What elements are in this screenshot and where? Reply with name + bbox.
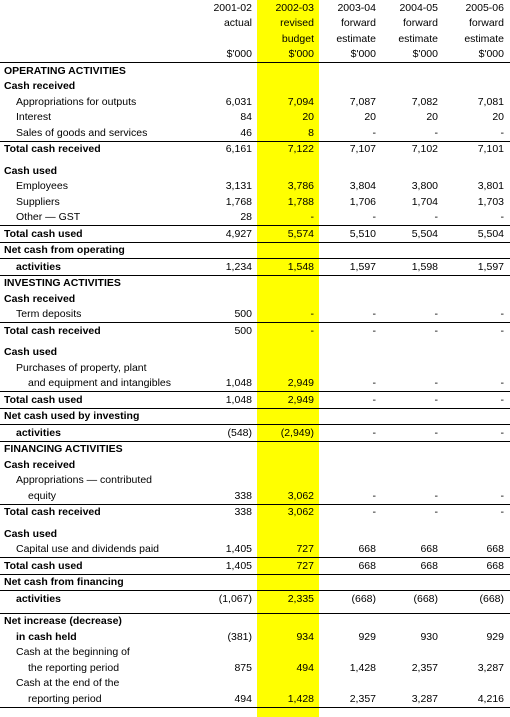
cell-value: 1,706 (349, 195, 376, 208)
cell-value: 1,428 (349, 661, 376, 674)
cell-value: (668) (443, 591, 510, 607)
column-subtitle: revised (280, 17, 314, 29)
column-subtitle: budget (281, 32, 314, 45)
cell-value (443, 457, 510, 473)
cell-value: 3,131 (225, 180, 252, 192)
cell-value: - (372, 308, 376, 320)
cell-value: 20 (426, 111, 438, 123)
cell-value (443, 345, 510, 361)
section-heading: INVESTING ACTIVITIES (0, 275, 189, 291)
cell-value: 2,335 (257, 591, 319, 607)
cell-value: - (500, 308, 504, 320)
cell-value: 7,107 (319, 141, 381, 157)
cell-value: 7,081 (477, 95, 504, 108)
cell-value (443, 676, 510, 692)
table-row (0, 473, 510, 489)
cell-value: 1,788 (287, 195, 314, 208)
cell-value: 20 (492, 111, 504, 123)
table-row (0, 345, 510, 361)
cell-value: 930 (420, 630, 438, 643)
row-label: Interest (16, 111, 52, 123)
cell-value: 494 (189, 691, 257, 707)
cell-value: - (443, 392, 510, 409)
cell-value (443, 526, 510, 542)
cell-value: 500 (189, 323, 257, 339)
table-row (0, 179, 510, 195)
cell-value (189, 79, 257, 95)
cell-value (257, 441, 319, 457)
cell-value (443, 441, 510, 457)
column-subtitle: forward (402, 17, 438, 29)
cell-value (319, 63, 381, 79)
cell-value (381, 574, 443, 591)
table-row (0, 574, 510, 591)
cell-value: 7,087 (349, 95, 376, 108)
cell-value: (668) (381, 591, 443, 607)
cell-value: - (381, 425, 443, 442)
cell-value: - (443, 504, 510, 520)
row-label: activities (0, 591, 189, 607)
table-row (0, 323, 510, 339)
cell-value: 727 (296, 543, 314, 555)
cell-value: 668 (319, 558, 381, 575)
cell-value: (381) (227, 630, 252, 643)
cell-value (319, 574, 381, 591)
table-row (0, 259, 510, 276)
table-row (0, 408, 510, 425)
cell-value: (1,067) (189, 591, 257, 607)
cell-value: 5,504 (443, 226, 510, 243)
row-label: Term deposits (16, 308, 82, 320)
cell-value: 2,357 (411, 661, 438, 674)
row-label: Total cash used (0, 392, 189, 409)
column-subtitle: actual (223, 17, 252, 29)
cell-value (443, 163, 510, 179)
cell-value: - (434, 308, 438, 320)
row-label: Net cash used by investing (0, 408, 189, 425)
cell-value: 500 (234, 308, 252, 320)
cell-value (257, 473, 319, 489)
cell-value (257, 408, 319, 425)
cell-value: - (310, 211, 314, 223)
cell-value: - (500, 377, 504, 389)
cell-value: 1,597 (443, 259, 510, 276)
cell-value (381, 275, 443, 291)
column-subtitle: forward (468, 17, 504, 29)
cell-value (257, 63, 319, 79)
cell-value: 727 (257, 558, 319, 575)
cell-value (319, 457, 381, 473)
cell-value (189, 574, 257, 591)
table-row (0, 110, 510, 126)
table-row (0, 226, 510, 243)
cell-value: 28 (240, 211, 252, 223)
subsection-heading: Cash used (4, 164, 58, 177)
cell-value (189, 360, 257, 376)
cell-value: 20 (302, 111, 314, 123)
row-label: reporting period (0, 691, 189, 707)
cell-value: 8 (308, 126, 314, 139)
cell-value: 7,102 (381, 141, 443, 157)
cell-value (319, 275, 381, 291)
table-row (0, 660, 510, 676)
cell-value (189, 441, 257, 457)
cell-value (381, 242, 443, 259)
column-unit: $'000 (257, 47, 319, 63)
column-unit: $'000 (319, 47, 381, 63)
cell-value: 338 (189, 504, 257, 520)
row-label: the reporting period (28, 661, 120, 674)
row-label: Net cash from financing (0, 574, 189, 591)
cell-value (381, 79, 443, 95)
cell-value (443, 275, 510, 291)
cell-value: - (372, 211, 376, 223)
cell-value: 934 (296, 630, 314, 643)
row-label: Total cash received (0, 141, 189, 157)
table-row (0, 360, 510, 376)
column-unit: $'000 (189, 47, 257, 63)
cell-value (319, 345, 381, 361)
cell-value: (2,949) (257, 425, 319, 442)
cell-value (319, 526, 381, 542)
cell-value: 2,949 (257, 392, 319, 409)
table-row (0, 194, 510, 210)
cell-value: 1,548 (257, 259, 319, 276)
cell-value (257, 291, 319, 307)
cell-value (257, 275, 319, 291)
cell-value (189, 613, 257, 629)
cell-value: 7,101 (443, 141, 510, 157)
cell-value: 1,048 (189, 392, 257, 409)
row-label: Total cash received (0, 504, 189, 520)
cell-value: - (434, 377, 438, 389)
cell-value (257, 526, 319, 542)
row-label: Capital use and dividends paid (16, 543, 160, 555)
table-row (0, 79, 510, 95)
cell-value: - (443, 425, 510, 442)
cell-value: 494 (296, 661, 314, 674)
cell-value (257, 345, 319, 361)
row-label: activities (0, 425, 189, 442)
cell-value (319, 676, 381, 692)
row-label: Total cash used (0, 558, 189, 575)
section-heading: OPERATING ACTIVITIES (4, 64, 126, 77)
table-row (0, 542, 510, 558)
section-heading: FINANCING ACTIVITIES (0, 441, 189, 457)
column-subtitle: estimate (398, 32, 438, 45)
table-row (0, 613, 510, 629)
cell-value (319, 613, 381, 629)
cell-value (319, 163, 381, 179)
table-row (0, 676, 510, 692)
cell-value (443, 291, 510, 307)
cell-value (319, 242, 381, 259)
table-row (0, 591, 510, 607)
cell-value (443, 574, 510, 591)
column-year: 2004-05 (399, 1, 438, 14)
cell-value: - (381, 323, 443, 339)
subsection-heading: Cash used (4, 346, 58, 358)
cell-value (381, 441, 443, 457)
cell-value (189, 63, 257, 79)
cell-value (319, 79, 381, 95)
cell-value (189, 676, 257, 692)
cell-value: 84 (240, 111, 252, 123)
cell-value (381, 473, 443, 489)
cell-value (443, 63, 510, 79)
cell-value (381, 408, 443, 425)
row-label: equity (28, 489, 57, 502)
cell-value (381, 457, 443, 473)
cell-value (189, 645, 257, 661)
table-row (0, 526, 510, 542)
cell-value: 668 (443, 558, 510, 575)
row-label: activities (0, 259, 189, 276)
cell-value: 3,804 (349, 180, 376, 192)
subsection-heading: Cash received (4, 458, 76, 471)
column-subtitle: forward (340, 17, 376, 29)
table-row (0, 504, 510, 520)
cell-value (189, 345, 257, 361)
cell-value (189, 275, 257, 291)
table-row (0, 275, 510, 291)
cell-value: 668 (486, 543, 504, 555)
cell-value (381, 291, 443, 307)
subsection-heading: Cash used (4, 527, 58, 540)
table-row (0, 163, 510, 179)
row-label: Net cash from operating (0, 242, 189, 259)
cell-value: 3,800 (411, 180, 438, 192)
cell-value (319, 645, 381, 661)
cell-value: - (372, 126, 376, 139)
cell-value: 1,598 (381, 259, 443, 276)
row-label: Sales of goods and services (16, 126, 148, 139)
cell-value (189, 473, 257, 489)
cell-value: 3,786 (287, 180, 314, 192)
cell-value (443, 408, 510, 425)
cell-value: 5,510 (319, 226, 381, 243)
cell-value (381, 613, 443, 629)
cell-value: - (443, 323, 510, 339)
column-year: 2002-03 (275, 1, 314, 14)
cell-value (443, 645, 510, 661)
cell-value: - (372, 489, 376, 502)
cell-value (381, 345, 443, 361)
cell-value: 3,801 (477, 180, 504, 192)
cell-value: 4,927 (189, 226, 257, 243)
cell-value: 6,031 (225, 95, 252, 108)
cell-value (319, 360, 381, 376)
row-label: Net increase (decrease) (0, 613, 189, 629)
cell-value: 668 (358, 543, 376, 555)
column-year: 2003-04 (337, 1, 376, 14)
table-header (0, 0, 510, 63)
cell-value: 1,048 (225, 377, 252, 389)
cell-value (257, 163, 319, 179)
cell-value (189, 526, 257, 542)
cell-value: 668 (420, 543, 438, 555)
cell-value: 1,768 (225, 195, 252, 208)
table-body (0, 63, 510, 708)
cell-value: 1,428 (257, 691, 319, 707)
cell-value: 4,216 (443, 691, 510, 707)
row-label: Employees (16, 180, 68, 192)
cell-value: - (500, 489, 504, 502)
cell-value (257, 676, 319, 692)
cell-value: 338 (234, 489, 252, 502)
row-label: Appropriations — contributed (16, 474, 152, 486)
row-label: Purchases of property, plant (16, 361, 147, 374)
row-label: in cash held (16, 630, 77, 643)
row-label: and equipment and intangibles (28, 377, 172, 389)
cell-value (189, 408, 257, 425)
cell-value: 20 (364, 111, 376, 123)
cell-value: 7,094 (287, 95, 314, 108)
row-label: Suppliers (16, 195, 60, 208)
table-row (0, 441, 510, 457)
table-row (0, 425, 510, 442)
cell-value (189, 163, 257, 179)
cell-value: - (257, 323, 319, 339)
row-label: Appropriations for outputs (16, 95, 137, 108)
table-row (0, 141, 510, 157)
table-row (0, 392, 510, 409)
cell-value: 1,405 (225, 543, 252, 555)
cell-value: - (319, 392, 381, 409)
cell-value (443, 79, 510, 95)
cell-value: - (434, 211, 438, 223)
cell-value (257, 457, 319, 473)
cell-value: 929 (486, 630, 504, 643)
table-row (0, 629, 510, 645)
cell-value (319, 291, 381, 307)
cell-value: 1,597 (319, 259, 381, 276)
cell-value: - (434, 489, 438, 502)
table-row (0, 94, 510, 110)
cell-value (257, 645, 319, 661)
cell-value: 3,062 (287, 489, 314, 502)
cell-value: - (381, 392, 443, 409)
cell-value (443, 613, 510, 629)
cell-value: - (319, 504, 381, 520)
table-row (0, 242, 510, 259)
cell-value (257, 360, 319, 376)
cell-value (381, 360, 443, 376)
cell-value: 46 (240, 126, 252, 139)
cell-value: - (319, 425, 381, 442)
cell-value: (668) (319, 591, 381, 607)
cell-value: 3,062 (257, 504, 319, 520)
cell-value (189, 242, 257, 259)
cell-value: 929 (358, 630, 376, 643)
cell-value: 1,704 (411, 195, 438, 208)
cell-value (381, 645, 443, 661)
cell-value: - (500, 126, 504, 139)
column-year: 2005-06 (465, 1, 504, 14)
cell-value (381, 676, 443, 692)
table-row (0, 291, 510, 307)
cell-value: 3,287 (477, 661, 504, 674)
cell-value: 1,405 (189, 558, 257, 575)
cell-value: 6,161 (189, 141, 257, 157)
cell-value: - (381, 504, 443, 520)
cell-value: 2,357 (319, 691, 381, 707)
subsection-heading: Cash received (4, 292, 76, 305)
cell-value: 7,082 (411, 95, 438, 108)
table-row (0, 376, 510, 392)
table-row (0, 691, 510, 707)
cell-value: - (310, 308, 314, 320)
row-label: Cash at the end of the (16, 677, 120, 689)
cell-value: - (319, 323, 381, 339)
row-label: Cash at the beginning of (16, 646, 130, 658)
row-label: Other — GST (16, 211, 81, 223)
cell-value: 3,287 (381, 691, 443, 707)
cell-value: 5,504 (381, 226, 443, 243)
cell-value: 1,234 (189, 259, 257, 276)
subsection-heading: Cash received (4, 80, 76, 92)
cell-value (257, 242, 319, 259)
table-row (0, 307, 510, 323)
column-unit: $'000 (381, 47, 443, 63)
column-unit: $'000 (443, 47, 510, 63)
cell-value: 7,122 (257, 141, 319, 157)
cell-value (257, 574, 319, 591)
cell-value: - (434, 126, 438, 139)
row-label: Total cash used (0, 226, 189, 243)
cell-value (189, 457, 257, 473)
table-row (0, 63, 510, 79)
cell-value (443, 242, 510, 259)
cell-value (381, 63, 443, 79)
cell-value (319, 441, 381, 457)
cell-value (443, 360, 510, 376)
cell-value (257, 79, 319, 95)
cell-value: (548) (189, 425, 257, 442)
cell-value: 2,949 (287, 377, 314, 389)
cell-value: 1,703 (477, 195, 504, 208)
table-row (0, 645, 510, 661)
cell-value: 668 (381, 558, 443, 575)
row-label: Total cash received (0, 323, 189, 339)
table-row (0, 125, 510, 141)
cell-value (189, 291, 257, 307)
column-subtitle: estimate (464, 32, 504, 45)
cell-value (319, 408, 381, 425)
cell-value: - (372, 377, 376, 389)
column-subtitle: estimate (336, 32, 376, 45)
table-row (0, 488, 510, 504)
cell-value (257, 613, 319, 629)
table-row (0, 457, 510, 473)
cell-value (381, 163, 443, 179)
cell-value (319, 473, 381, 489)
table-row (0, 210, 510, 226)
cell-value: - (500, 211, 504, 223)
cell-value (443, 473, 510, 489)
cell-value (381, 526, 443, 542)
table-row (0, 558, 510, 575)
column-year: 2001-02 (213, 1, 252, 14)
cell-value: 5,574 (257, 226, 319, 243)
cell-value: 875 (234, 661, 252, 674)
